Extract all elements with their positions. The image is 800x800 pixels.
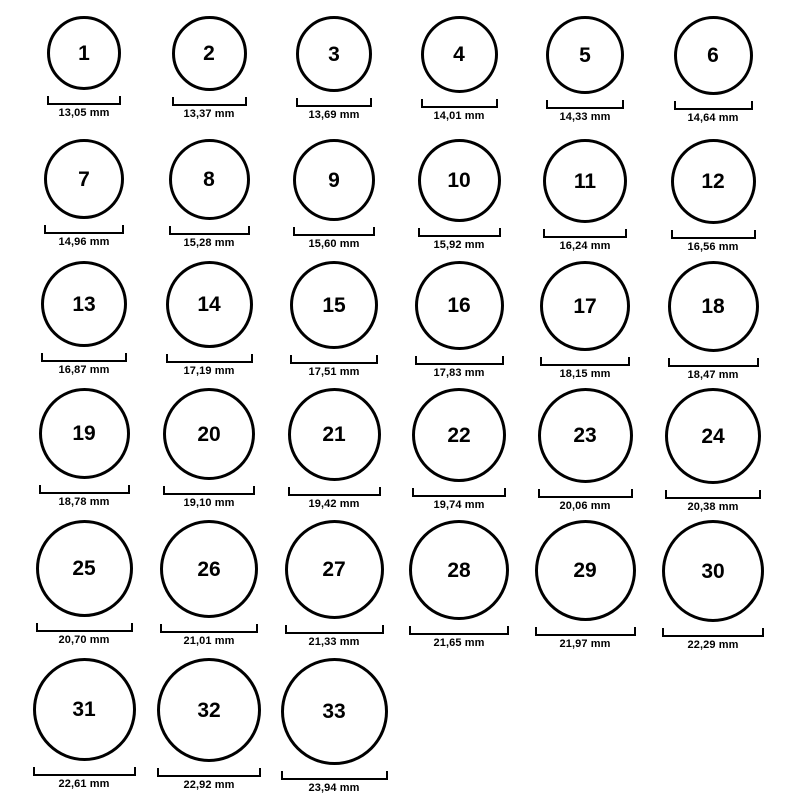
ring-circle [47,16,121,90]
ring-size-cell[interactable] [272,139,396,250]
ring-circle [538,388,633,483]
ring-diameter-label: 22,61 mm [58,778,110,790]
ring-measure [47,96,121,119]
measure-rule-icon [166,361,253,363]
measure-bar-icon [281,771,388,780]
ring-diameter-label: 23,94 mm [308,782,360,794]
measure-bar-icon [543,229,627,238]
measure-rule-icon [281,778,388,780]
ring-measure [44,225,124,248]
ring-size-number: 2 [203,42,215,65]
measure-rule-icon [169,233,250,235]
ring-size-cell[interactable] [272,261,396,378]
ring-measure [285,625,384,648]
ring-size-cell[interactable] [397,520,521,649]
measure-rule-icon [412,495,506,497]
ring-size-number: 25 [72,557,96,580]
ring-circle [169,139,250,220]
ring-size-cell[interactable] [523,261,647,380]
ring-size-number: 6 [707,44,719,67]
ring-measure [39,485,130,508]
measure-rule-icon [674,108,753,110]
ring-size-cell[interactable] [147,388,271,509]
measure-rule-icon [668,365,759,367]
measure-rule-icon [293,234,375,236]
measure-rule-icon [662,635,764,637]
ring-diameter-label: 20,70 mm [58,634,110,646]
ring-measure [157,768,261,791]
ring-diameter-label: 16,87 mm [58,364,110,376]
measure-bar-icon [285,625,384,634]
ring-measure [172,97,247,120]
ring-measure [662,628,764,651]
ring-diameter-label: 19,42 mm [308,498,360,510]
ring-diameter-label: 17,19 mm [183,365,235,377]
measure-rule-icon [415,363,504,365]
measure-rule-icon [535,634,636,636]
measure-bar-icon [172,97,247,106]
ring-size-cell[interactable] [147,520,271,647]
ring-size-cell[interactable] [523,388,647,512]
ring-size-number: 7 [78,167,90,191]
ring-size-cell[interactable] [651,520,775,651]
ring-measure [671,230,756,253]
ring-diameter-label: 18,78 mm [58,496,110,508]
measure-bar-icon [418,228,501,237]
ring-measure [290,355,378,378]
ring-circle [33,658,136,761]
measure-bar-icon [157,768,261,777]
ring-diameter-label: 14,96 mm [58,236,110,248]
ring-measure [293,227,375,250]
measure-bar-icon [290,355,378,364]
ring-measure [418,228,501,251]
ring-diameter-label: 13,05 mm [58,107,110,119]
ring-diameter-label: 17,51 mm [308,366,360,378]
ring-circle [665,388,761,484]
ring-size-number: 27 [322,558,346,581]
ring-measure [668,358,759,381]
ring-measure [163,486,255,509]
ring-diameter-label: 21,33 mm [308,636,360,648]
ring-size-cell[interactable] [651,388,775,513]
ring-size-number: 10 [447,169,471,192]
ring-size-number: 3 [328,42,340,66]
measure-rule-icon [163,493,255,495]
ring-circle [290,261,378,349]
ring-diameter-label: 14,33 mm [559,111,611,123]
ring-circle [543,139,627,223]
ring-measure [546,100,624,123]
ring-size-number: 23 [573,424,597,447]
measure-bar-icon [674,101,753,110]
ring-size-cell[interactable] [651,16,775,124]
ring-diameter-label: 21,97 mm [559,638,611,650]
ring-size-number: 28 [447,558,471,582]
ring-circle [540,261,630,351]
ring-size-cell[interactable] [651,139,775,253]
ring-measure [281,771,388,794]
ring-diameter-label: 15,60 mm [308,238,360,250]
ring-diameter-label: 19,74 mm [433,499,485,511]
ring-size-cell[interactable] [22,261,146,376]
ring-diameter-label: 18,47 mm [687,369,739,381]
ring-size-cell[interactable] [147,139,271,249]
ring-measure [41,353,127,376]
ring-circle [288,388,381,481]
measure-rule-icon [33,774,136,776]
measure-bar-icon [412,488,506,497]
ring-circle [293,139,375,221]
ring-measure [543,229,627,252]
ring-measure [665,490,761,513]
measure-rule-icon [160,631,258,633]
ring-circle [296,16,372,92]
ring-size-cell[interactable] [397,16,521,122]
measure-bar-icon [288,487,381,496]
ring-size-number: 9 [328,168,340,192]
ring-size-cell[interactable] [22,16,146,119]
ring-measure [412,488,506,511]
ring-measure [538,489,633,512]
measure-rule-icon [290,362,378,364]
measure-bar-icon [166,354,253,363]
ring-circle [546,16,624,94]
ring-size-number: 16 [447,294,471,317]
ring-circle [44,139,124,219]
ring-diameter-label: 19,10 mm [183,497,235,509]
ring-size-cell[interactable] [147,658,271,791]
ring-size-cell[interactable] [523,16,647,123]
ring-circle [39,388,130,479]
ring-measure [288,487,381,510]
ring-circle [662,520,764,622]
measure-bar-icon [421,99,498,108]
ring-diameter-label: 15,92 mm [433,239,485,251]
ring-size-cell[interactable] [147,16,271,120]
measure-rule-icon [421,106,498,108]
ring-circle [418,139,501,222]
ring-measure [409,626,509,649]
measure-bar-icon [41,353,127,362]
ring-diameter-label: 14,01 mm [433,110,485,122]
ring-size-cell[interactable] [22,658,146,790]
ring-measure [535,627,636,650]
measure-bar-icon [169,226,250,235]
ring-size-number: 5 [579,43,591,67]
ring-size-cell[interactable] [272,658,396,794]
ring-diameter-label: 17,83 mm [433,367,485,379]
measure-bar-icon [47,96,121,105]
measure-bar-icon [163,486,255,495]
ring-size-cell[interactable] [22,388,146,508]
ring-measure [36,623,133,646]
ring-circle [157,658,261,762]
ring-diameter-label: 15,28 mm [183,237,235,249]
measure-bar-icon [409,626,509,635]
measure-bar-icon [293,227,375,236]
measure-rule-icon [39,492,130,494]
ring-size-number: 11 [573,169,597,193]
ring-diameter-label: 21,01 mm [183,635,235,647]
ring-size-number: 29 [573,559,597,582]
ring-circle [36,520,133,617]
ring-circle [285,520,384,619]
ring-size-number: 26 [197,557,221,581]
measure-rule-icon [47,103,121,105]
ring-diameter-label: 22,29 mm [687,639,739,651]
measure-rule-icon [296,105,372,107]
ring-circle [412,388,506,482]
ring-size-number: 8 [203,168,215,191]
ring-diameter-label: 22,92 mm [183,779,235,791]
measure-bar-icon [415,356,504,365]
measure-bar-icon [662,628,764,637]
ring-circle [172,16,247,91]
ring-size-number: 30 [701,559,725,583]
ring-circle [421,16,498,93]
ring-size-number: 13 [72,292,96,316]
ring-measure [33,767,136,790]
ring-measure [296,98,372,121]
ring-diameter-label: 14,64 mm [687,112,739,124]
ring-diameter-label: 13,69 mm [308,109,360,121]
measure-rule-icon [418,235,501,237]
ring-diameter-label: 20,38 mm [687,501,739,513]
measure-rule-icon [285,632,384,634]
ring-measure [160,624,258,647]
measure-bar-icon [296,98,372,107]
ring-size-number: 22 [447,423,471,447]
measure-rule-icon [41,360,127,362]
measure-rule-icon [543,236,627,238]
ring-size-cell[interactable] [22,520,146,646]
measure-rule-icon [44,232,124,234]
ring-size-cell[interactable] [147,261,271,377]
ring-diameter-label: 21,65 mm [433,637,485,649]
ring-size-cell[interactable] [22,139,146,248]
measure-bar-icon [546,100,624,109]
ring-diameter-label: 16,56 mm [687,241,739,253]
ring-size-cell[interactable] [272,388,396,510]
ring-size-cell[interactable] [397,388,521,511]
ring-size-cell[interactable] [272,16,396,121]
measure-rule-icon [288,494,381,496]
measure-bar-icon [535,627,636,636]
measure-rule-icon [671,237,756,239]
ring-circle [535,520,636,621]
ring-circle [281,658,388,765]
ring-measure [169,226,250,249]
measure-rule-icon [409,633,509,635]
ring-size-number: 24 [701,424,725,448]
ring-circle [160,520,258,618]
ring-circle [409,520,509,620]
ring-size-number: 17 [573,294,597,318]
ring-circle [668,261,759,352]
ring-diameter-label: 18,15 mm [559,368,611,380]
measure-rule-icon [546,107,624,109]
measure-bar-icon [540,357,630,366]
measure-bar-icon [44,225,124,234]
ring-size-number: 1 [78,41,90,65]
ring-circle [163,388,255,480]
measure-bar-icon [36,623,133,632]
ring-diameter-label: 20,06 mm [559,500,611,512]
ring-circle [671,139,756,224]
ring-size-number: 4 [453,43,465,66]
ring-size-number: 31 [72,698,96,721]
measure-rule-icon [665,497,761,499]
ring-size-number: 21 [322,423,346,446]
ring-diameter-label: 16,24 mm [559,240,611,252]
ring-measure [674,101,753,124]
ring-size-cell[interactable] [272,520,396,648]
measure-bar-icon [671,230,756,239]
measure-bar-icon [39,485,130,494]
measure-bar-icon [538,489,633,498]
ring-size-number: 18 [701,295,725,318]
measure-rule-icon [172,104,247,106]
ring-size-number: 12 [701,170,725,193]
ring-size-cell[interactable] [523,520,647,650]
ring-measure [415,356,504,379]
measure-bar-icon [33,767,136,776]
ring-size-number: 33 [322,700,346,723]
ring-measure [166,354,253,377]
ring-size-cell[interactable] [397,139,521,251]
ring-size-cell[interactable] [523,139,647,252]
ring-measure [421,99,498,122]
ring-circle [41,261,127,347]
ring-size-number: 19 [72,422,96,445]
ring-diameter-label: 13,37 mm [183,108,235,120]
measure-bar-icon [665,490,761,499]
measure-rule-icon [538,496,633,498]
ring-size-number: 14 [197,293,221,316]
ring-measure [540,357,630,380]
measure-bar-icon [160,624,258,633]
measure-bar-icon [668,358,759,367]
ring-circle [674,16,753,95]
ring-circle [166,261,253,348]
ring-size-cell[interactable] [651,261,775,381]
ring-size-cell[interactable] [397,261,521,379]
ring-circle [415,261,504,350]
measure-rule-icon [36,630,133,632]
ring-size-number: 15 [322,293,346,317]
ring-size-number: 20 [197,422,221,446]
ring-size-number: 32 [197,698,221,722]
measure-rule-icon [540,364,630,366]
measure-rule-icon [157,775,261,777]
